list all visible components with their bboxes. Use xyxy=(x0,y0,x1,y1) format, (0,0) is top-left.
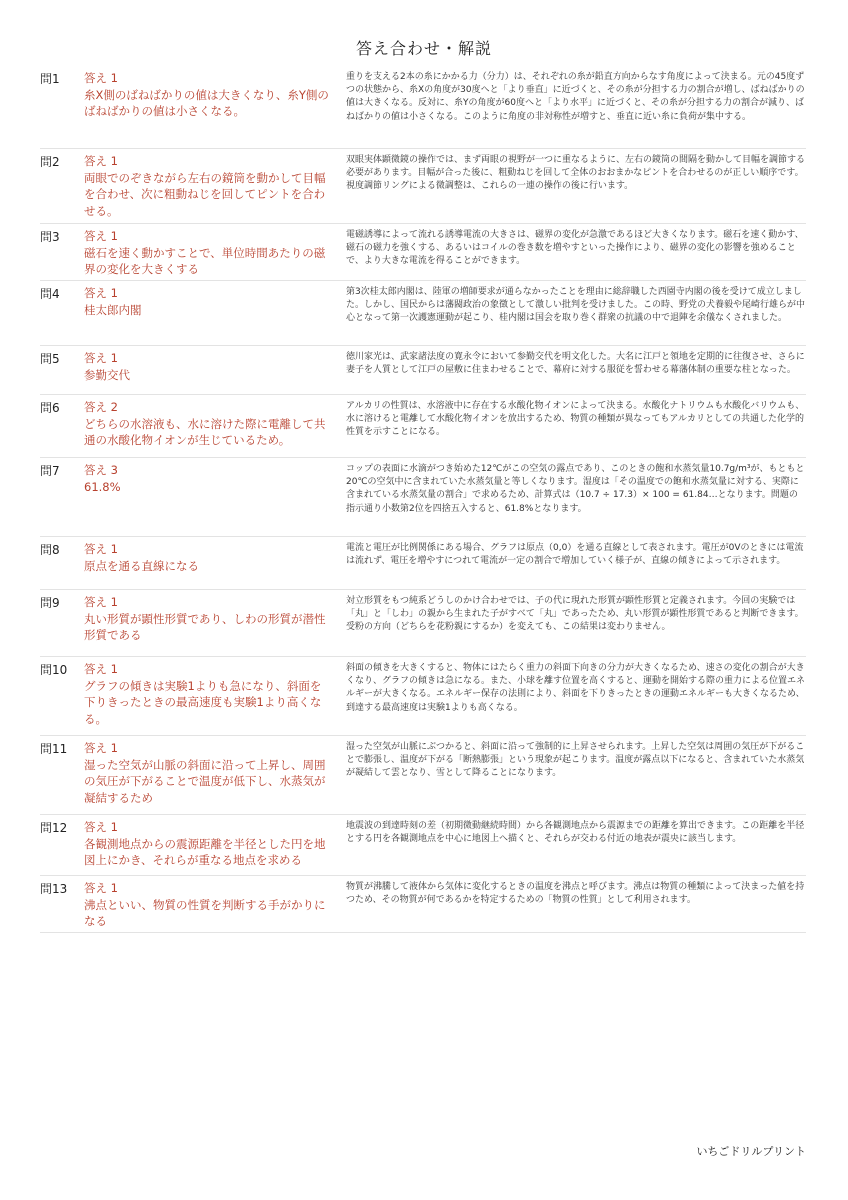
question-number: 問6 xyxy=(40,401,60,415)
question-number: 問7 xyxy=(40,464,60,478)
explanation-text: 湿った空気が山脈にぶつかると、斜面に沿って強制的に上昇させられます。上昇した空気は周囲の気圧が下がることで膨張し、温度が下がる「断熱膨張」という現象が起こります。温度が露点以下になると、含まれていた水蒸気が凝結して雲となり、雪として降ることになります。 xyxy=(346,742,805,779)
answer-text: グラフの傾きは実験1よりも急になり、斜面を下りきったときの最高速度も実験1より高くなる。 xyxy=(84,678,322,726)
answer-block xyxy=(84,819,331,871)
qa-row-7 xyxy=(40,458,806,537)
answer-block xyxy=(84,661,331,731)
answer-block xyxy=(84,153,331,219)
answer-block xyxy=(84,594,331,652)
answer-text: 原点を通る直線になる xyxy=(84,558,199,573)
explanation-text: 物質が沸騰して液体から気体に変化するときの温度を沸点と呼びます。沸点は物質の種類によって決まった値を持つため、その物質が何であるかを特定するための「物質の性質」として利用されます。 xyxy=(346,882,805,906)
explanation-text: 双眼実体顕微鏡の操作では、まず両眼の視野が一つに重なるように、左右の鏡筒の間隔を動かして目幅を調節する必要があります。目幅が合った後に、粗動ねじを回して全体のおおまかなピントを合わせるのが正しい順序です。視度調節リングによる微調整は、これらの一連の操作の後に行います。 xyxy=(346,155,806,192)
answer-text: 丸い形質が顕性形質であり、しわの形質が潜性形質である xyxy=(84,611,326,642)
question-number: 問3 xyxy=(40,230,60,244)
qa-row-2 xyxy=(40,149,806,224)
answer-text: 糸X側のばねばかりの値は大きくなり、糸Y側のばねばかりの値は小さくなる。 xyxy=(84,87,329,118)
answer-label: 答え 1 xyxy=(84,595,118,609)
answer-label: 答え 1 xyxy=(84,154,118,168)
answer-text: 磁石を速く動かすことで、単位時間あたりの磁界の変化を大きくする xyxy=(84,245,326,276)
answer-text: 参勤交代 xyxy=(84,367,130,382)
answer-text: 各観測地点からの震源距離を半径とした円を地図上にかき、それらが重なる地点を求める xyxy=(84,836,326,867)
question-number: 問12 xyxy=(40,821,68,835)
explanation-text: 電磁誘導によって流れる誘導電流の大きさは、磁界の変化が急激であるほど大きくなります。磁石を速く動かす、磁石の磁力を強くする、あるいはコイルの巻き数を増やすといった操作により、磁界の変化の影響を強めることで、より大きな電流を得ることができます。 xyxy=(346,230,804,267)
answer-block xyxy=(84,70,331,144)
answer-text: 桂太郎内閣 xyxy=(84,302,142,317)
answer-label: 答え 1 xyxy=(84,820,118,834)
qa-row-9 xyxy=(40,590,806,657)
qa-row-3 xyxy=(40,224,806,281)
explanation-text: アルカリの性質は、水溶液中に存在する水酸化物イオンによって決まる。水酸化ナトリウムも水酸化バリウムも、水に溶けると電離して水酸化物イオンを放出するため、物質の種類が異なってもアルカリとしての共通した化学的性質を示すことになる。 xyxy=(346,401,805,438)
answer-block xyxy=(84,462,331,532)
explanation-text: 第3次桂太郎内閣は、陸軍の増師要求が通らなかったことを理由に総辞職した西園寺内閣の後を受けて成立しました。しかし、国民からは藩閥政治の象徴として激しい批判を受けました。この時、野党の犬養毅や尾崎行雄らが中心となって第一次護憲運動が起こり、桂内閣は国会を取り巻く群衆の抗議の中で退陣を余儀なくされました。 xyxy=(346,287,806,324)
explanation-text: 地震波の到達時刻の差（初期微動継続時間）から各観測地点から震源までの距離を算出できます。この距離を半径とする円を各観測地点を中心に地図上へ描くと、それらが交わる付近の地表が震央に該当します。 xyxy=(346,821,805,845)
answer-block xyxy=(84,228,331,276)
explanation-text: 対立形質をもつ純系どうしのかけ合わせでは、子の代に現れた形質が顕性形質と定義されます。今回の実験では「丸」と「しわ」の親から生まれた子がすべて「丸」であったため、丸い形質が顕性形質であると判断できます。受粉の方向（どちらを花粉親にするか）を変えても、この結果は変わりません。 xyxy=(346,596,804,633)
answer-text: 両眼でのぞきながら左右の鏡筒を動かして目幅を合わせ、次に粗動ねじを回してピントを合わせる。 xyxy=(84,170,326,218)
footer-brand: いちごドリルプリント xyxy=(696,1145,806,1158)
qa-row-5 xyxy=(40,346,806,395)
page-title: 答え合わせ・解説 xyxy=(355,39,492,58)
answer-block xyxy=(84,350,331,390)
answer-label: 答え 1 xyxy=(84,71,118,85)
answer-label: 答え 1 xyxy=(84,662,118,676)
answer-label: 答え 1 xyxy=(84,881,118,895)
question-number: 問8 xyxy=(40,543,60,557)
explanation-text: コップの表面に水滴がつき始めた12℃がこの空気の露点であり、このときの飽和水蒸気量10.7g/m³が、もともと20℃の空気中に含まれていた水蒸気量と等しくなります。湿度は「その温度での飽和水蒸気量に対する、実際に含まれている水蒸気量の割合」で求めるため、計算式は（10.7 ÷ 17.3）× 100 = 61.84…となります。問題の指示通り小数第2位を四捨五入すると、61.8%となります。 xyxy=(346,464,805,514)
question-number: 問4 xyxy=(40,287,60,301)
answer-label: 答え 2 xyxy=(84,400,118,414)
qa-row-4 xyxy=(40,281,806,346)
answer-block xyxy=(84,285,331,341)
question-number: 問1 xyxy=(40,72,60,86)
qa-row-10 xyxy=(40,657,806,736)
qa-row-13 xyxy=(40,876,806,933)
qa-row-8 xyxy=(40,537,806,590)
answer-label: 答え 3 xyxy=(84,463,118,477)
explanation-text: 重りを支える2本の糸にかかる力（分力）は、それぞれの糸が鉛直方向からなす角度によって決まる。元の45度ずつの状態から、糸Xの角度が30度へと「より垂直」に近づくと、その糸が分担する力の割合が増し、ばねばかりの値は大きくなる。反対に、糸Yの角度が60度へと「より水平」に近づくと、その糸が分担する力の割合が減り、ばねばかりの値は小さくなる。このように角度の非対称性が増すと、垂直に近い糸に負荷が集中する。 xyxy=(346,72,805,122)
qa-row-6 xyxy=(40,395,806,458)
answer-label: 答え 1 xyxy=(84,351,118,365)
answer-text: 61.8% xyxy=(84,479,121,494)
answer-label: 答え 1 xyxy=(84,741,118,755)
answer-text: 湿った空気が山脈の斜面に沿って上昇し、周囲の気圧が下がることで温度が低下し、水蒸気が凝結するため xyxy=(84,757,326,805)
question-number: 問11 xyxy=(40,742,68,756)
answer-block xyxy=(84,541,331,585)
answer-block xyxy=(84,399,331,453)
question-number: 問13 xyxy=(40,882,68,896)
question-number: 問2 xyxy=(40,155,60,169)
explanation-text: 徳川家光は、武家諸法度の寛永令において参勤交代を明文化した。大名に江戸と領地を定期的に往復させ、さらに妻子を人質として江戸の屋敷に住まわせることで、幕府に対する服従を誓わせる幕藩体制の重要な柱となった。 xyxy=(346,352,805,376)
question-number: 問9 xyxy=(40,596,60,610)
question-number: 問10 xyxy=(40,663,68,677)
answer-label: 答え 1 xyxy=(84,542,118,556)
answer-label: 答え 1 xyxy=(84,286,118,300)
explanation-text: 電流と電圧が比例関係にある場合、グラフは原点（0,0）を通る直線として表されます。電圧が0Vのときには電流は流れず、電圧を増やすにつれて電流が一定の割合で増加していく様子が、直線の傾きによって示されます。 xyxy=(346,543,804,567)
answer-text: どちらの水溶液も、水に溶けた際に電離して共通の水酸化物イオンが生じているため。 xyxy=(84,416,326,447)
answer-list xyxy=(40,66,806,933)
explanation-text: 斜面の傾きを大きくすると、物体にはたらく重力の斜面下向きの分力が大きくなるため、速さの変化の割合が大きくなり、グラフの傾きは急になる。また、小球を離す位置を高くすると、運動を開始する際の重力による位置エネルギーが大きくなる。エネルギー保存の法則により、斜面を下りきったときの運動エネルギーも大きくなるため、到達する最高速度は実験1よりも高くなる。 xyxy=(346,663,806,713)
qa-row-12 xyxy=(40,815,806,876)
answer-text: 沸点といい、物質の性質を判断する手がかりになる xyxy=(84,897,326,928)
answer-block xyxy=(84,740,331,810)
qa-row-1 xyxy=(40,66,806,149)
answer-block xyxy=(84,880,331,928)
qa-row-11 xyxy=(40,736,806,815)
question-number: 問5 xyxy=(40,352,60,366)
answer-label: 答え 1 xyxy=(84,229,118,243)
